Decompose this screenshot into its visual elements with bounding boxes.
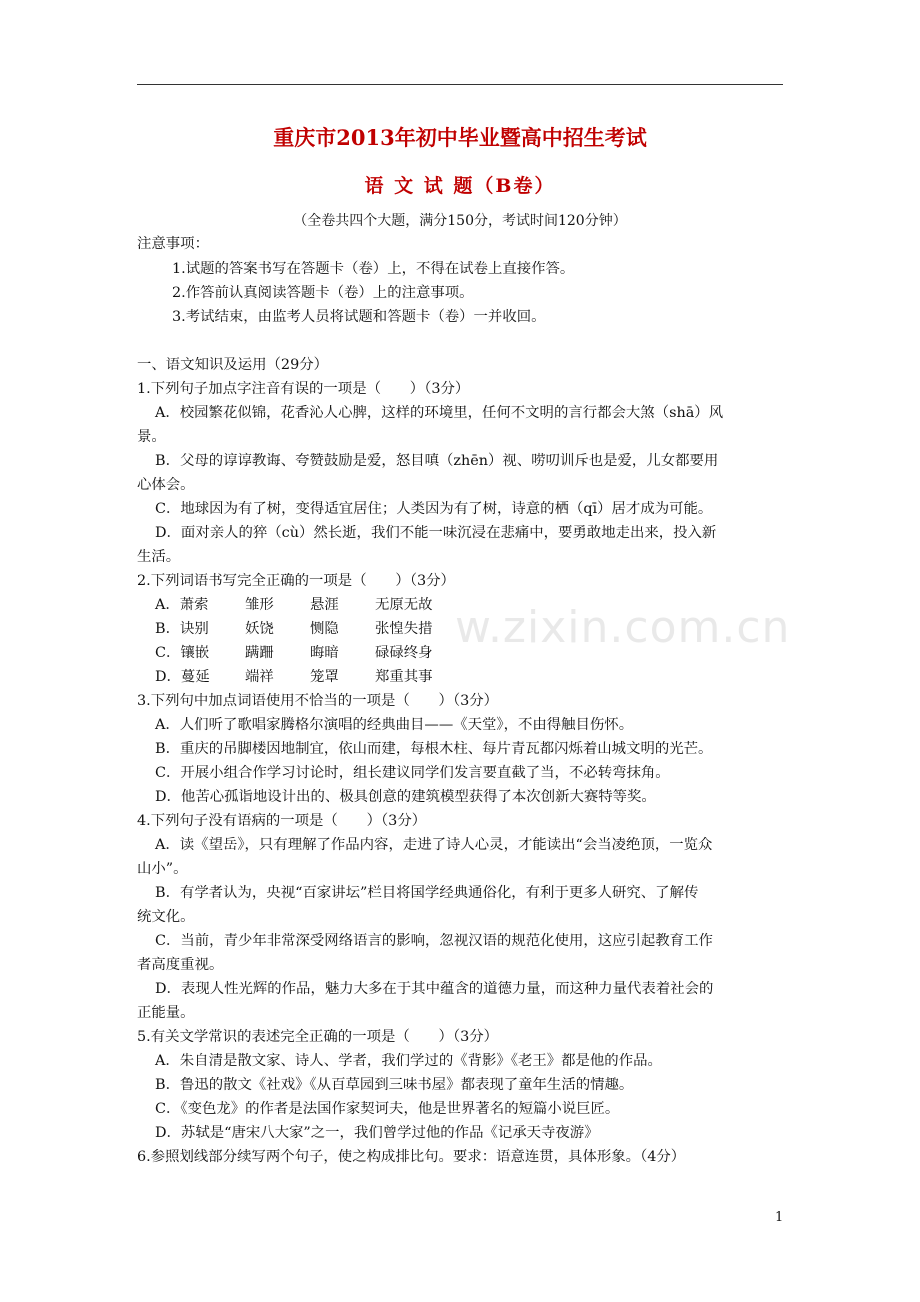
option-b: B．鲁迅的散文《社戏》《从百草园到三味书屋》都表现了童年生活的情趣。: [155, 1077, 634, 1093]
option-d-cont: 生活。: [137, 549, 181, 565]
word-cell: 蹒跚: [245, 645, 274, 661]
option-b-cont: 统文化。: [137, 909, 195, 925]
word-cell: 端祥: [245, 669, 274, 685]
word-cell: C．镶嵌: [155, 645, 210, 661]
page-number: 1: [775, 1210, 784, 1225]
question-stem: 4.下列句子没有语病的一项是（ ）（3分）: [137, 813, 427, 829]
option-a: A．读《望岳》，只有理解了作品内容，走进了诗人心灵，才能读出“会当凌绝顶，一览众: [155, 837, 713, 853]
option-d-cont: 正能量。: [137, 1005, 195, 1021]
option-b: B．重庆的吊脚楼因地制宜，依山而建，每根木柱、每片青瓦都闪烁着山城文明的光芒。: [155, 741, 713, 757]
word-cell: A．萧索: [155, 597, 209, 613]
word-cell: 悬涯: [310, 597, 339, 613]
word-cell: 雏形: [245, 597, 274, 613]
section-heading: 一、语文知识及运用（29分）: [137, 357, 328, 373]
word-cell: 恻隐: [310, 621, 339, 637]
word-cell: 碌碌终身: [375, 645, 433, 661]
option-c: C．开展小组合作学习讨论时，组长建议同学们发言要直截了当，不必转弯抹角。: [155, 765, 670, 781]
word-cell: 笼罩: [310, 669, 339, 685]
option-d: D．面对亲人的猝（cù）然长逝，我们不能一味沉浸在悲痛中，要勇敢地走出来，投入新: [155, 525, 717, 541]
question-stem: 1.下列句子加点字注音有误的一项是（ ）（3分）: [137, 381, 470, 397]
option-d: D．苏轼是“唐宋八大家”之一，我们曾学过他的作品《记承天寺夜游》: [155, 1125, 599, 1141]
notes-heading: 注意事项：: [137, 236, 209, 252]
option-c: C．当前，青少年非常深受网络语言的影响，忽视汉语的规范化使用，这应引起教育工作: [155, 933, 713, 949]
option-a: A．人们听了歌唱家腾格尔演唱的经典曲目——《天堂》，不由得触目伤怀。: [155, 717, 634, 733]
option-c: C．地球因为有了树，变得适宜居住；人类因为有了树，诗意的栖（qī）居才成为可能。: [155, 501, 713, 517]
question-stem: 6.参照划线部分续写两个句子，使之构成排比句。要求：语意连贯，具体形象。（4分）: [137, 1149, 686, 1165]
word-cell: 张惶失措: [375, 621, 433, 637]
note-item: 1.试题的答案书写在答题卡（卷）上，不得在试卷上直接作答。: [172, 261, 575, 277]
question-stem: 2.下列词语书写完全正确的一项是（ ）（3分）: [137, 573, 455, 589]
option-a-cont: 景。: [137, 429, 166, 445]
option-b-cont: 心体会。: [137, 477, 195, 493]
word-cell: 无原无故: [375, 597, 433, 613]
option-d: D．他苦心孤诣地设计出的、极具创意的建筑模型获得了本次创新大赛特等奖。: [155, 789, 656, 805]
option-b: B．有学者认为，央视“百家讲坛”栏目将国学经典通俗化，有利于更多人研究、了解传: [155, 885, 699, 901]
note-item: 3.考试结束，由监考人员将试题和答题卡（卷）一并收回。: [172, 309, 546, 325]
word-cell: D．蔓延: [155, 669, 210, 685]
word-cell: 晦暗: [310, 645, 339, 661]
option-c-cont: 者高度重视。: [137, 957, 224, 973]
option-b: B．父母的谆谆教诲、夸赞鼓励是爱，怒目嗔（zhēn）视、唠叨训斥也是爱，儿女都要用: [155, 453, 719, 469]
watermark: w.zixin.com.cn: [455, 602, 791, 653]
word-cell: 妖饶: [245, 621, 274, 637]
option-a-cont: 山小”。: [137, 861, 188, 877]
exam-subtitle: 语 文 试 题（B卷）: [364, 175, 556, 197]
option-a: A．朱自清是散文家、诗人、学者，我们学过的《背影》《老王》都是他的作品。: [155, 1053, 662, 1069]
option-a: A．校园繁花似锦，花香沁人心脾，这样的环境里，任何不文明的言行都会大煞（shā）风: [155, 405, 724, 421]
exam-info: （全卷共四个大题，满分150分，考试时间120分钟）: [293, 213, 627, 229]
word-cell: 郑重其事: [375, 669, 433, 685]
exam-title: 重庆市2013年初中毕业暨高中招生考试: [273, 125, 647, 150]
option-d: D．表现人性光辉的作品，魅力大多在于其中蕴含的道德力量，而这种力量代表着社会的: [155, 981, 714, 997]
question-stem: 3.下列句中加点词语使用不恰当的一项是（ ）（3分）: [137, 693, 499, 709]
question-stem: 5.有关文学常识的表述完全正确的一项是（ ）（3分）: [137, 1029, 499, 1045]
option-c: C．《变色龙》的作者是法国作家契诃夫，他是世界著名的短篇小说巨匠。: [155, 1101, 620, 1117]
word-cell: B．诀别: [155, 621, 209, 637]
header-rule: [137, 84, 783, 85]
note-item: 2.作答前认真阅读答题卡（卷）上的注意事项。: [172, 285, 474, 301]
